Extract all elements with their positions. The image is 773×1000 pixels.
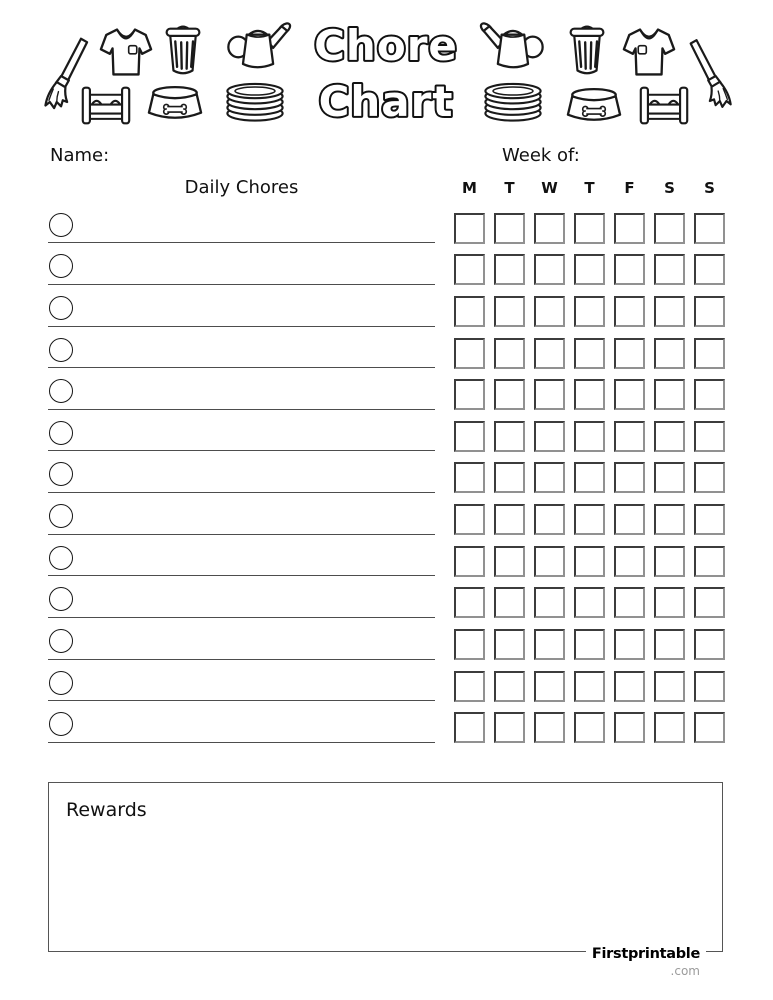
day-checkbox[interactable] xyxy=(694,254,725,285)
day-checkbox[interactable] xyxy=(534,254,565,285)
day-checkbox[interactable] xyxy=(654,546,685,577)
name-label: Name: xyxy=(50,145,110,166)
pet-bowl-icon xyxy=(566,86,622,126)
chore-write-line[interactable] xyxy=(48,300,435,327)
chore-rows xyxy=(0,202,773,743)
brand-domain-suffix: .com xyxy=(670,964,700,978)
watering-can-icon xyxy=(226,20,292,72)
day-checkbox[interactable] xyxy=(574,546,605,577)
day-checkbox[interactable] xyxy=(494,546,525,577)
day-checkbox[interactable] xyxy=(534,671,565,702)
day-checkbox[interactable] xyxy=(574,462,605,493)
day-checkbox[interactable] xyxy=(534,587,565,618)
day-checkbox-group xyxy=(454,671,725,702)
day-checkbox[interactable] xyxy=(614,338,645,369)
t-shirt-icon xyxy=(621,26,677,78)
day-checkbox[interactable] xyxy=(454,504,485,535)
chore-row xyxy=(0,535,773,577)
chore-row xyxy=(0,701,773,743)
day-checkbox[interactable] xyxy=(534,629,565,660)
day-checkbox[interactable] xyxy=(654,213,685,244)
day-checkbox-group xyxy=(454,462,725,493)
pet-bowl-icon xyxy=(147,84,203,124)
day-header: T xyxy=(584,179,595,197)
chore-row xyxy=(0,660,773,702)
broom-icon xyxy=(684,36,734,116)
day-header: M xyxy=(462,179,477,197)
title-line-1: Chore xyxy=(314,21,458,70)
day-checkbox[interactable] xyxy=(574,671,605,702)
day-checkbox[interactable] xyxy=(694,671,725,702)
name-fill-area[interactable] xyxy=(110,145,290,165)
chore-write-line[interactable] xyxy=(48,258,435,285)
day-checkbox-group xyxy=(454,379,725,410)
day-checkbox[interactable] xyxy=(454,462,485,493)
week-of-label: Week of: xyxy=(502,145,580,166)
day-checkbox[interactable] xyxy=(654,587,685,618)
day-checkbox[interactable] xyxy=(534,296,565,327)
chore-row xyxy=(0,368,773,410)
day-checkbox[interactable] xyxy=(654,629,685,660)
day-checkbox[interactable] xyxy=(654,462,685,493)
day-checkbox[interactable] xyxy=(614,379,645,410)
day-checkbox[interactable] xyxy=(454,254,485,285)
day-checkbox[interactable] xyxy=(494,587,525,618)
chore-write-line[interactable] xyxy=(48,341,435,368)
title-line-2: Chart xyxy=(318,77,454,126)
day-checkbox[interactable] xyxy=(494,379,525,410)
day-checkbox[interactable] xyxy=(574,587,605,618)
chore-row xyxy=(0,410,773,452)
day-checkbox[interactable] xyxy=(614,254,645,285)
day-checkbox[interactable] xyxy=(654,504,685,535)
chore-row xyxy=(0,285,773,327)
day-checkbox[interactable] xyxy=(694,379,725,410)
chore-write-line[interactable] xyxy=(48,424,435,451)
trash-can-icon xyxy=(567,23,607,78)
day-checkbox[interactable] xyxy=(534,379,565,410)
chore-row xyxy=(0,327,773,369)
chore-write-line[interactable] xyxy=(48,549,435,576)
day-checkbox[interactable] xyxy=(614,504,645,535)
day-checkbox[interactable] xyxy=(694,213,725,244)
day-checkbox[interactable] xyxy=(694,421,725,452)
chore-write-line[interactable] xyxy=(48,383,435,410)
day-checkbox[interactable] xyxy=(494,213,525,244)
day-checkbox-group xyxy=(454,213,725,244)
day-checkbox-group xyxy=(454,254,725,285)
day-checkbox[interactable] xyxy=(454,296,485,327)
day-checkbox-group xyxy=(454,629,725,660)
bed-icon xyxy=(81,84,131,127)
day-checkbox[interactable] xyxy=(614,671,645,702)
day-checkbox[interactable] xyxy=(494,254,525,285)
day-checkbox[interactable] xyxy=(494,712,525,743)
day-checkbox[interactable] xyxy=(494,296,525,327)
day-header: S xyxy=(664,179,675,197)
day-header: T xyxy=(504,179,515,197)
day-checkbox[interactable] xyxy=(614,213,645,244)
chore-row xyxy=(0,618,773,660)
day-checkbox[interactable] xyxy=(694,546,725,577)
day-checkbox[interactable] xyxy=(574,504,605,535)
day-checkbox[interactable] xyxy=(614,587,645,618)
bed-icon xyxy=(639,84,689,127)
chore-write-line[interactable] xyxy=(48,716,435,743)
rewards-fill-area[interactable] xyxy=(66,829,705,931)
chore-write-line[interactable] xyxy=(48,466,435,493)
day-checkbox[interactable] xyxy=(494,338,525,369)
chore-row xyxy=(0,493,773,535)
day-checkbox[interactable] xyxy=(454,671,485,702)
day-checkbox[interactable] xyxy=(654,712,685,743)
day-checkbox-group xyxy=(454,421,725,452)
day-checkbox[interactable] xyxy=(614,462,645,493)
day-checkbox[interactable] xyxy=(534,462,565,493)
day-checkbox-group xyxy=(454,296,725,327)
day-checkbox[interactable] xyxy=(454,213,485,244)
day-checkbox[interactable] xyxy=(534,213,565,244)
chore-row xyxy=(0,451,773,493)
day-header: W xyxy=(541,179,558,197)
day-checkbox[interactable] xyxy=(574,629,605,660)
day-checkbox[interactable] xyxy=(614,712,645,743)
chore-row xyxy=(0,576,773,618)
day-checkbox[interactable] xyxy=(494,462,525,493)
day-checkbox-group xyxy=(454,712,725,743)
day-checkbox[interactable] xyxy=(694,712,725,743)
chore-write-line[interactable] xyxy=(48,633,435,660)
day-checkbox[interactable] xyxy=(614,629,645,660)
day-checkbox[interactable] xyxy=(454,587,485,618)
day-checkbox[interactable] xyxy=(694,629,725,660)
trash-can-icon xyxy=(163,23,203,78)
day-checkbox[interactable] xyxy=(534,712,565,743)
day-checkbox[interactable] xyxy=(574,296,605,327)
day-headers xyxy=(454,179,725,197)
plate-stack-icon xyxy=(481,82,545,122)
day-checkbox-group xyxy=(454,504,725,535)
plate-stack-icon xyxy=(223,82,287,122)
day-checkbox[interactable] xyxy=(534,546,565,577)
day-checkbox[interactable] xyxy=(654,379,685,410)
day-checkbox[interactable] xyxy=(454,546,485,577)
chore-write-line[interactable] xyxy=(48,674,435,701)
day-checkbox[interactable] xyxy=(614,296,645,327)
day-checkbox[interactable] xyxy=(694,296,725,327)
day-checkbox[interactable] xyxy=(574,712,605,743)
day-checkbox[interactable] xyxy=(534,421,565,452)
chore-write-line[interactable] xyxy=(48,508,435,535)
watering-can-icon xyxy=(479,20,545,72)
week-of-fill-area[interactable] xyxy=(580,145,720,165)
day-checkbox[interactable] xyxy=(454,421,485,452)
day-checkbox[interactable] xyxy=(654,254,685,285)
chore-write-line[interactable] xyxy=(48,216,435,243)
day-checkbox[interactable] xyxy=(534,504,565,535)
day-checkbox[interactable] xyxy=(694,338,725,369)
day-checkbox[interactable] xyxy=(454,338,485,369)
day-checkbox[interactable] xyxy=(574,421,605,452)
chore-row xyxy=(0,243,773,285)
rewards-label: Rewards xyxy=(66,799,147,821)
day-checkbox[interactable] xyxy=(574,338,605,369)
chore-row xyxy=(0,202,773,244)
day-checkbox[interactable] xyxy=(534,338,565,369)
day-checkbox-group xyxy=(454,546,725,577)
day-checkbox[interactable] xyxy=(454,712,485,743)
day-checkbox[interactable] xyxy=(574,379,605,410)
day-checkbox[interactable] xyxy=(494,504,525,535)
day-checkbox[interactable] xyxy=(694,462,725,493)
day-checkbox[interactable] xyxy=(694,504,725,535)
day-checkbox[interactable] xyxy=(494,421,525,452)
day-checkbox[interactable] xyxy=(654,338,685,369)
chore-chart-title xyxy=(301,14,471,126)
day-header: F xyxy=(624,179,635,197)
brand-wordmark: Firstprintable xyxy=(586,946,706,962)
day-checkbox[interactable] xyxy=(654,296,685,327)
day-checkbox[interactable] xyxy=(614,421,645,452)
day-checkbox[interactable] xyxy=(454,379,485,410)
day-checkbox[interactable] xyxy=(574,254,605,285)
day-checkbox[interactable] xyxy=(654,671,685,702)
day-checkbox[interactable] xyxy=(454,629,485,660)
day-checkbox[interactable] xyxy=(494,671,525,702)
day-checkbox[interactable] xyxy=(614,546,645,577)
day-checkbox[interactable] xyxy=(654,421,685,452)
day-checkbox-group xyxy=(454,587,725,618)
day-checkbox[interactable] xyxy=(694,587,725,618)
t-shirt-icon xyxy=(99,26,153,78)
day-checkbox[interactable] xyxy=(574,213,605,244)
rewards-box xyxy=(48,782,723,978)
day-header: S xyxy=(704,179,715,197)
chore-write-line[interactable] xyxy=(48,591,435,618)
day-checkbox[interactable] xyxy=(494,629,525,660)
daily-chores-column-header: Daily Chores xyxy=(184,177,299,198)
day-checkbox-group xyxy=(454,338,725,369)
